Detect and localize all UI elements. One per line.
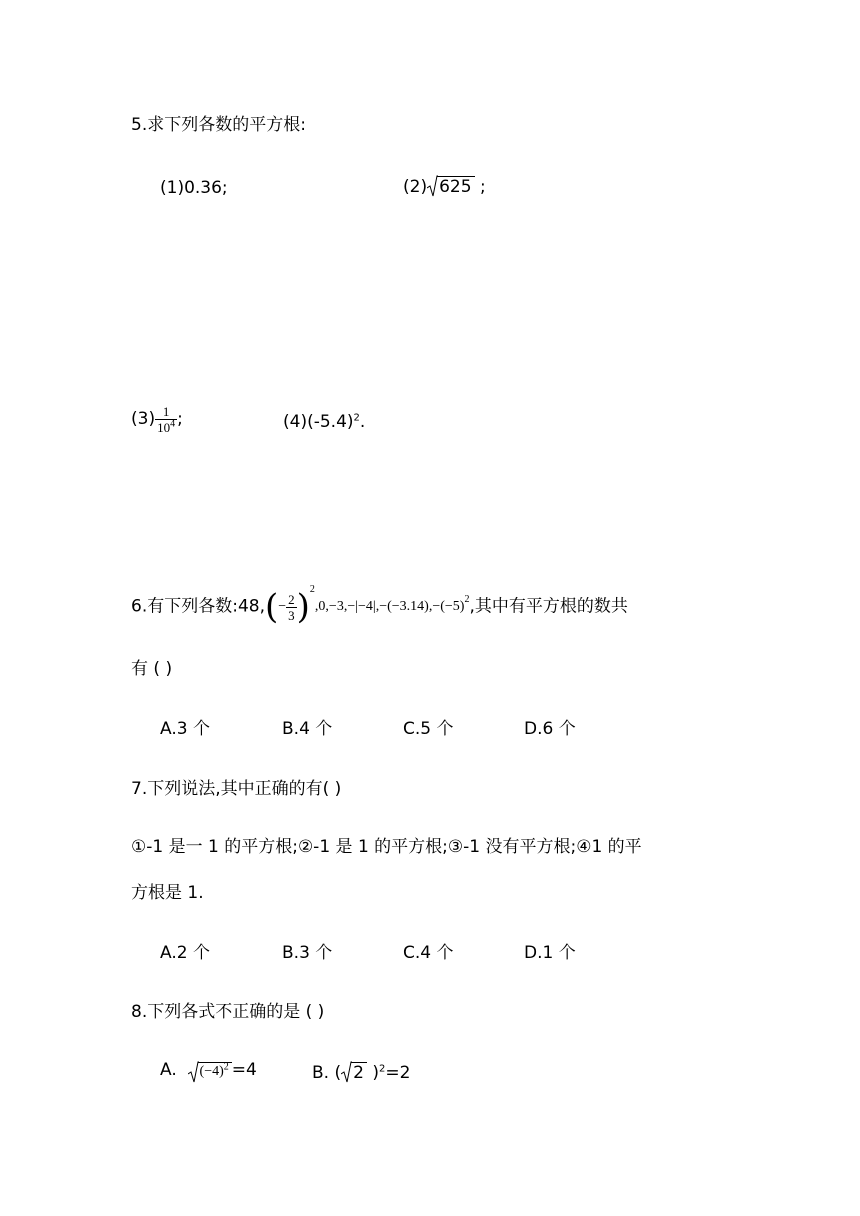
- q7-title: 7.下列说法,其中正确的有( ): [131, 779, 342, 799]
- q5-part2-tail: ;: [479, 177, 486, 197]
- q7-option-c: C.4 个: [403, 943, 454, 963]
- q5-part2: [403, 176, 486, 196]
- q6-frac-num: 2: [288, 591, 295, 607]
- q8-option-a: [160, 1062, 257, 1079]
- q7-line2: 方根是 1.: [131, 883, 204, 903]
- q8-option-b: [312, 1062, 410, 1082]
- q5-part3-label: (3): [131, 409, 156, 429]
- q6-middle: ,0,−3,−|−4|,−(−3.14),−(−5): [314, 599, 465, 614]
- sqrt-neg4-squared: [188, 1062, 232, 1079]
- q6-line2: 有 ( ): [131, 659, 173, 679]
- q5-part3-den: 10: [157, 420, 171, 435]
- q8-a-exp: 2: [223, 1061, 229, 1073]
- q7-option-a: A.2 个: [160, 943, 210, 963]
- q5-part2-radicand: 625: [437, 176, 474, 196]
- q6-frac-sign: −: [278, 599, 287, 614]
- q8-b-tail: =2: [385, 1063, 411, 1083]
- q6-line1: [131, 584, 628, 627]
- q8-a-radicand: (−4): [199, 1064, 224, 1079]
- sqrt-625: [427, 176, 474, 196]
- q6-fraction: [286, 592, 297, 623]
- q8-b-exp: 2: [378, 1063, 386, 1075]
- q5-title: 5.求下列各数的平方根:: [131, 115, 306, 135]
- q6-option-c: C.5 个: [403, 719, 454, 739]
- q6-middle-exp: 2: [464, 594, 470, 605]
- q6-prefix: 6.有下列各数:48,: [131, 596, 265, 617]
- q6-option-a: A.3 个: [160, 719, 210, 739]
- q8-b-label: B. (: [312, 1063, 342, 1083]
- sqrt-2: [341, 1062, 367, 1082]
- q6-frac-exp: 2: [309, 584, 315, 595]
- q5-part2-label: (2): [403, 177, 428, 197]
- q5-part4-exp: 2: [353, 412, 360, 424]
- q6-frac-den: 3: [288, 607, 295, 623]
- q5-part4-text: (4)(-5.4): [283, 412, 354, 432]
- q6-suffix: ,其中有平方根的数共: [469, 596, 628, 617]
- q5-part3-den-exp: 4: [170, 418, 176, 430]
- left-paren: (: [264, 587, 279, 627]
- q8-a-label: A.: [160, 1060, 177, 1080]
- q5-part3-fraction: [155, 404, 177, 435]
- q8-b-radicand: 2: [351, 1062, 367, 1082]
- q5-part3: [131, 404, 183, 435]
- q6-option-b: B.4 个: [282, 719, 333, 739]
- q5-part4-tail: .: [359, 412, 366, 432]
- q5-part4: [283, 414, 365, 431]
- q8-b-close: ): [372, 1063, 379, 1083]
- right-paren: ): [296, 587, 310, 627]
- q6-option-d: D.6 个: [524, 719, 576, 739]
- q7-option-d: D.1 个: [524, 943, 576, 963]
- q7-option-b: B.3 个: [282, 943, 333, 963]
- q5-part3-tail: ;: [177, 409, 183, 429]
- q7-line1: ①-1 是一 1 的平方根;②-1 是 1 的平方根;③-1 没有平方根;④1 的平: [131, 837, 642, 857]
- q5-part3-num: 1: [155, 404, 177, 420]
- q8-title: 8.下列各式不正确的是 ( ): [131, 1002, 325, 1022]
- q8-a-tail: =4: [231, 1060, 257, 1080]
- q5-part1: (1)0.36;: [160, 178, 228, 198]
